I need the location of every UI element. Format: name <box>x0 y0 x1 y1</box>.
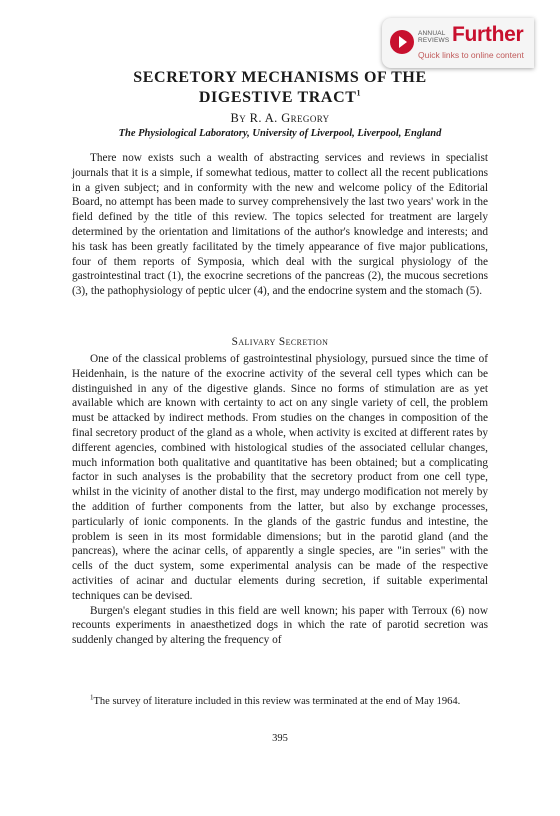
footnote <box>72 695 488 709</box>
article-title-line-1: SECRETORY MECHANISMS OF THE <box>133 69 427 86</box>
annual-reviews-further-banner[interactable] <box>382 18 534 68</box>
salivary-section <box>72 352 488 648</box>
intro-section <box>72 151 488 299</box>
banner-tagline: Quick links to online content <box>418 50 524 60</box>
author-affiliation: The Physiological Laboratory, University of Liverpool, Liverpool, England <box>118 128 442 139</box>
footnote-text: The survey of literature included in this review was terminated at the end of May 1964. <box>93 696 461 707</box>
section-heading-salivary: Salivary Secretion <box>231 336 329 348</box>
title-footnote-mark: 1 <box>356 88 362 98</box>
salivary-paragraph-2: Burgen's elegant studies in this field are well known; his paper with Terroux (6) now recounts experiments in anaesthetized dogs in which the rate of parotid secretion was suddenly changed by altering the frequency of <box>72 604 488 647</box>
article-author <box>0 111 560 126</box>
footnote-mark: 1 <box>90 693 94 702</box>
article-title-line-2: DIGESTIVE TRACT$^1$ <box>198 88 362 106</box>
banner-further-label: Further <box>452 23 524 46</box>
salivary-paragraph-1: One of the classical problems of gastrointestinal physiology, pursued since the time of Heidenhain, is the nature of the exocrine activity of the several cell types which can be distinguished in any of the digestive glands. Since no forms of stimulation are as yet available which are known with certainty to act on any single variety of cell, the problem must be attacked by indirect methods. From studies on the changes in composition of the final secretory product of the gland as a whole, when activity is excited at different rates by different agencies, combined with histological studies of the associated cellular changes, much information both qualitative and quantitative has been obtained; but a complicating factor in such analyses is the probability that the secretory product from one cell type, whilst in the vicinity of another distal to the first, may undergo modification not merely by the addition of further components from the latter, but also by exchange processes, particularly of ionic components. In the glands of the gastric fundus and intestine, the problem is seen in its most formidable dimensions; but in the parotid gland (and the pancreas), where the acinar cells, of apparently a single species, are "in series" with the cells of the duct system, some experimental analysis can be made of the respective activities of acinar and ductular elements during secretion, if suitable experimental techniques can be devised. <box>72 353 488 602</box>
intro-paragraph: There now exists such a wealth of abstracting services and reviews in specialist journals that it is a simple, if somewhat tedious, matter to collect all the recent publications in a given subject; and in conformity with the new and welcome policy of the Editorial Board, no attempt has been made to survey comprehensively the last two years' work in the field defined by the title of this review. The topics selected for treatment are largely determined by the orientation and limitations of the author's knowledge and interests; and his task has been greatly facilitated by the timely appearance of five major publications, four of them reports of Symposia, which deal with the surgical physiology of the gastrointestinal tract (1), the exocrine secretions of the pancreas (2), the mucous secretions (3), the pathophysiology of peptic ulcer (4), and the endocrine system and the stomach (5). <box>72 152 488 298</box>
page-number: 395 <box>272 733 288 744</box>
author-name: R. A. Gregory <box>249 111 330 125</box>
author-prefix: By <box>230 111 247 125</box>
annual-reviews-logo-icon <box>390 30 414 54</box>
banner-brand: ANNUAL REVIEWS <box>418 30 450 44</box>
